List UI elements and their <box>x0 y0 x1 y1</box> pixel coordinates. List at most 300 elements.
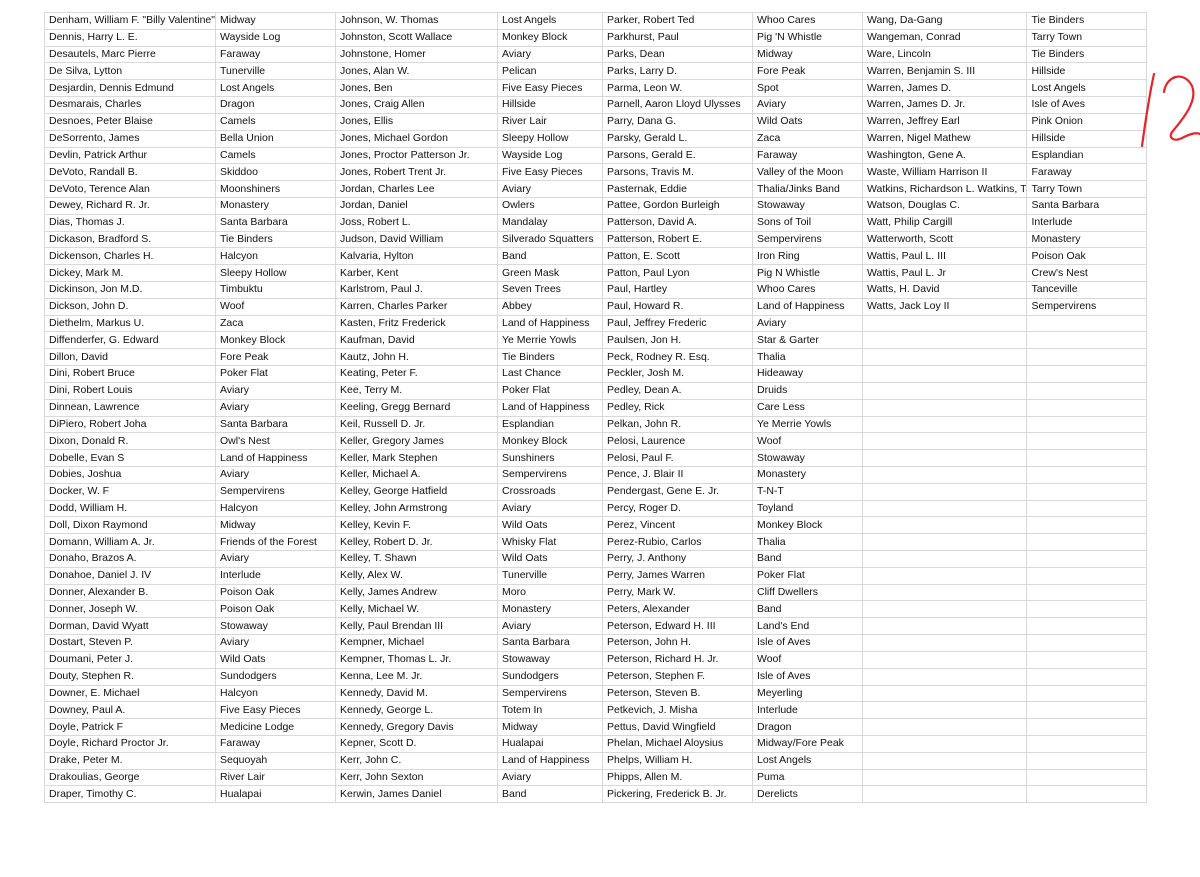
table-cell[interactable]: Fore Peak <box>215 349 335 366</box>
table-cell[interactable]: Land of Happiness <box>215 450 335 467</box>
table-cell[interactable]: Halcyon <box>215 685 335 702</box>
table-cell[interactable]: Doumani, Peter J. <box>45 651 216 668</box>
table-cell[interactable]: Moro <box>497 584 602 601</box>
table-cell[interactable]: Sons of Toil <box>752 214 862 231</box>
table-cell[interactable]: Dickenson, Charles H. <box>45 248 216 265</box>
table-cell[interactable]: Band <box>497 248 602 265</box>
table-cell[interactable]: Perry, James Warren <box>602 567 752 584</box>
table-cell[interactable]: Watson, Douglas C. <box>862 197 1027 214</box>
table-cell[interactable] <box>862 315 1027 332</box>
table-cell[interactable]: Dini, Robert Louis <box>45 382 216 399</box>
table-cell[interactable]: Pedley, Rick <box>602 399 752 416</box>
table-cell[interactable]: Tarry Town <box>1027 29 1147 46</box>
table-cell[interactable]: Crew's Nest <box>1027 265 1147 282</box>
table-cell[interactable]: Keller, Gregory James <box>335 433 497 450</box>
table-cell[interactable]: Warren, James D. Jr. <box>862 97 1027 114</box>
table-cell[interactable]: Keller, Michael A. <box>335 466 497 483</box>
table-cell[interactable]: Kerr, John Sexton <box>335 769 497 786</box>
table-cell[interactable]: Stowaway <box>215 618 335 635</box>
table-cell[interactable]: Monastery <box>1027 231 1147 248</box>
table-cell[interactable]: Interlude <box>752 702 862 719</box>
table-cell[interactable]: Sleepy Hollow <box>215 265 335 282</box>
table-cell[interactable]: Land of Happiness <box>497 752 602 769</box>
table-cell[interactable]: Wayside Log <box>497 147 602 164</box>
table-cell[interactable]: Downer, E. Michael <box>45 685 216 702</box>
table-cell[interactable]: Dillon, David <box>45 349 216 366</box>
table-cell[interactable] <box>862 735 1027 752</box>
table-cell[interactable]: Sempervirens <box>497 466 602 483</box>
table-cell[interactable]: Watterworth, Scott <box>862 231 1027 248</box>
table-cell[interactable]: Aviary <box>215 382 335 399</box>
table-cell[interactable]: Peterson, Richard H. Jr. <box>602 651 752 668</box>
table-cell[interactable]: Friends of the Forest <box>215 534 335 551</box>
table-cell[interactable]: Peterson, John H. <box>602 635 752 652</box>
table-cell[interactable]: Johnston, Scott Wallace <box>335 29 497 46</box>
table-cell[interactable] <box>862 382 1027 399</box>
table-cell[interactable] <box>862 450 1027 467</box>
table-cell[interactable] <box>862 786 1027 803</box>
table-cell[interactable]: Warren, Benjamin S. III <box>862 63 1027 80</box>
table-cell[interactable] <box>862 567 1027 584</box>
table-cell[interactable] <box>1027 735 1147 752</box>
table-cell[interactable]: Washington, Gene A. <box>862 147 1027 164</box>
table-cell[interactable]: Mandalay <box>497 214 602 231</box>
table-cell[interactable]: Timbuktu <box>215 282 335 299</box>
table-cell[interactable]: Pelkan, John R. <box>602 416 752 433</box>
table-cell[interactable] <box>1027 534 1147 551</box>
table-cell[interactable]: Midway <box>215 517 335 534</box>
table-cell[interactable] <box>1027 416 1147 433</box>
table-cell[interactable]: Land's End <box>752 618 862 635</box>
table-cell[interactable]: Five Easy Pieces <box>497 80 602 97</box>
table-cell[interactable] <box>862 668 1027 685</box>
table-cell[interactable]: Devlin, Patrick Arthur <box>45 147 216 164</box>
table-cell[interactable]: Aviary <box>752 97 862 114</box>
table-cell[interactable]: Aviary <box>215 399 335 416</box>
table-cell[interactable]: Isle of Aves <box>752 635 862 652</box>
table-cell[interactable]: Docker, W. F <box>45 483 216 500</box>
table-cell[interactable]: Jordan, Daniel <box>335 197 497 214</box>
table-cell[interactable]: Wattis, Paul L. III <box>862 248 1027 265</box>
table-cell[interactable]: Tie Binders <box>497 349 602 366</box>
table-cell[interactable]: Watt, Philip Cargill <box>862 214 1027 231</box>
table-cell[interactable]: Woof <box>752 651 862 668</box>
table-cell[interactable]: Parsons, Travis M. <box>602 164 752 181</box>
table-cell[interactable]: Dewey, Richard R. Jr. <box>45 197 216 214</box>
table-cell[interactable]: Watts, Jack Loy II <box>862 298 1027 315</box>
table-cell[interactable]: Iron Ring <box>752 248 862 265</box>
table-cell[interactable] <box>862 702 1027 719</box>
table-cell[interactable]: Parker, Robert Ted <box>602 13 752 30</box>
table-cell[interactable]: Seven Trees <box>497 282 602 299</box>
table-cell[interactable]: Dobelle, Evan S <box>45 450 216 467</box>
table-cell[interactable]: Doyle, Patrick F <box>45 719 216 736</box>
table-cell[interactable]: Poker Flat <box>215 366 335 383</box>
table-cell[interactable]: Faraway <box>215 735 335 752</box>
table-cell[interactable]: Parnell, Aaron Lloyd Ulysses <box>602 97 752 114</box>
table-cell[interactable]: Aviary <box>497 500 602 517</box>
table-cell[interactable] <box>862 366 1027 383</box>
table-cell[interactable]: Donahoe, Daniel J. IV <box>45 567 216 584</box>
table-cell[interactable]: Esplandian <box>497 416 602 433</box>
table-cell[interactable]: Faraway <box>752 147 862 164</box>
table-cell[interactable]: Medicine Lodge <box>215 719 335 736</box>
table-cell[interactable]: Jones, Michael Gordon <box>335 130 497 147</box>
table-cell[interactable]: Dickinson, Jon M.D. <box>45 282 216 299</box>
table-cell[interactable]: Poison Oak <box>215 584 335 601</box>
table-cell[interactable]: Green Mask <box>497 265 602 282</box>
table-cell[interactable] <box>862 551 1027 568</box>
table-cell[interactable] <box>862 517 1027 534</box>
table-cell[interactable]: Aviary <box>497 769 602 786</box>
table-cell[interactable]: Stowaway <box>497 651 602 668</box>
table-cell[interactable]: Dias, Thomas J. <box>45 214 216 231</box>
table-cell[interactable]: Draper, Timothy C. <box>45 786 216 803</box>
table-cell[interactable]: Aviary <box>215 635 335 652</box>
table-cell[interactable]: Aviary <box>215 551 335 568</box>
table-cell[interactable]: Hillside <box>1027 130 1147 147</box>
table-cell[interactable]: Santa Barbara <box>215 416 335 433</box>
table-cell[interactable]: Lost Angels <box>497 13 602 30</box>
table-cell[interactable] <box>1027 786 1147 803</box>
table-cell[interactable] <box>862 534 1027 551</box>
table-cell[interactable]: Drakoulias, George <box>45 769 216 786</box>
table-cell[interactable]: Star & Garter <box>752 332 862 349</box>
table-cell[interactable]: Tanceville <box>1027 282 1147 299</box>
table-cell[interactable]: Pattee, Gordon Burleigh <box>602 197 752 214</box>
table-cell[interactable]: Whoo Cares <box>752 282 862 299</box>
table-cell[interactable]: Sunshiners <box>497 450 602 467</box>
table-cell[interactable]: Drake, Peter M. <box>45 752 216 769</box>
table-cell[interactable]: Hualapai <box>497 735 602 752</box>
table-cell[interactable]: Kennedy, George L. <box>335 702 497 719</box>
table-cell[interactable]: Pelican <box>497 63 602 80</box>
table-cell[interactable]: Aviary <box>497 618 602 635</box>
table-cell[interactable]: Petkevich, J. Misha <box>602 702 752 719</box>
table-cell[interactable]: Dennis, Harry L. E. <box>45 29 216 46</box>
table-cell[interactable]: Judson, David William <box>335 231 497 248</box>
table-cell[interactable] <box>1027 466 1147 483</box>
table-cell[interactable]: Moonshiners <box>215 181 335 198</box>
table-cell[interactable]: Parks, Larry D. <box>602 63 752 80</box>
table-cell[interactable]: Sundodgers <box>497 668 602 685</box>
table-cell[interactable]: Kelley, T. Shawn <box>335 551 497 568</box>
table-cell[interactable]: Santa Barbara <box>1027 197 1147 214</box>
table-cell[interactable]: Tie Binders <box>1027 13 1147 30</box>
table-cell[interactable]: Kepner, Scott D. <box>335 735 497 752</box>
table-cell[interactable]: Wayside Log <box>215 29 335 46</box>
table-cell[interactable]: Dobies, Joshua <box>45 466 216 483</box>
table-cell[interactable]: Peterson, Stephen F. <box>602 668 752 685</box>
table-cell[interactable]: Halcyon <box>215 500 335 517</box>
table-cell[interactable]: Land of Happiness <box>752 298 862 315</box>
table-cell[interactable]: Kelly, Paul Brendan III <box>335 618 497 635</box>
table-cell[interactable]: Wild Oats <box>497 551 602 568</box>
table-cell[interactable] <box>862 618 1027 635</box>
table-cell[interactable]: Tunerville <box>215 63 335 80</box>
table-cell[interactable] <box>862 466 1027 483</box>
table-cell[interactable]: Owl's Nest <box>215 433 335 450</box>
table-cell[interactable]: Santa Barbara <box>497 635 602 652</box>
table-cell[interactable]: Donner, Joseph W. <box>45 601 216 618</box>
table-cell[interactable] <box>1027 584 1147 601</box>
table-cell[interactable] <box>1027 601 1147 618</box>
table-cell[interactable] <box>862 719 1027 736</box>
table-cell[interactable]: Jones, Proctor Patterson Jr. <box>335 147 497 164</box>
table-cell[interactable]: Crossroads <box>497 483 602 500</box>
table-cell[interactable]: Kelly, Alex W. <box>335 567 497 584</box>
table-cell[interactable]: Ye Merrie Yowls <box>497 332 602 349</box>
table-cell[interactable]: DeVoto, Randall B. <box>45 164 216 181</box>
table-cell[interactable]: Dixon, Donald R. <box>45 433 216 450</box>
table-cell[interactable]: Monastery <box>497 601 602 618</box>
table-cell[interactable]: Thalia <box>752 534 862 551</box>
table-cell[interactable]: Wangeman, Conrad <box>862 29 1027 46</box>
table-cell[interactable]: Paul, Jeffrey Frederic <box>602 315 752 332</box>
table-cell[interactable]: Pelosi, Paul F. <box>602 450 752 467</box>
table-cell[interactable] <box>1027 719 1147 736</box>
table-cell[interactable]: Johnson, W. Thomas <box>335 13 497 30</box>
table-cell[interactable]: Paulsen, Jon H. <box>602 332 752 349</box>
table-cell[interactable]: Phelan, Michael Aloysius <box>602 735 752 752</box>
table-cell[interactable]: Monastery <box>215 197 335 214</box>
table-cell[interactable]: Patterson, Robert E. <box>602 231 752 248</box>
table-cell[interactable]: Sequoyah <box>215 752 335 769</box>
table-cell[interactable]: Sempervirens <box>215 483 335 500</box>
table-cell[interactable]: Warren, Nigel Mathew <box>862 130 1027 147</box>
table-cell[interactable]: Isle of Aves <box>1027 97 1147 114</box>
table-cell[interactable]: Waste, William Harrison II <box>862 164 1027 181</box>
table-cell[interactable]: Pig N Whistle <box>752 265 862 282</box>
table-cell[interactable] <box>1027 450 1147 467</box>
table-cell[interactable]: De Silva, Lytton <box>45 63 216 80</box>
table-cell[interactable]: Parkhurst, Paul <box>602 29 752 46</box>
table-cell[interactable] <box>1027 651 1147 668</box>
table-cell[interactable]: Karren, Charles Parker <box>335 298 497 315</box>
table-cell[interactable]: Paul, Howard R. <box>602 298 752 315</box>
table-cell[interactable]: Toyland <box>752 500 862 517</box>
table-cell[interactable]: Totem In <box>497 702 602 719</box>
table-cell[interactable]: Watts, H. David <box>862 282 1027 299</box>
table-cell[interactable]: Dragon <box>215 97 335 114</box>
table-cell[interactable]: Meyerling <box>752 685 862 702</box>
table-cell[interactable]: Dinnean, Lawrence <box>45 399 216 416</box>
table-cell[interactable]: Interlude <box>215 567 335 584</box>
table-cell[interactable]: Midway/Fore Peak <box>752 735 862 752</box>
table-cell[interactable]: Diethelm, Markus U. <box>45 315 216 332</box>
table-cell[interactable]: Jones, Alan W. <box>335 63 497 80</box>
table-cell[interactable]: Band <box>752 601 862 618</box>
table-cell[interactable]: Paul, Hartley <box>602 282 752 299</box>
table-cell[interactable]: Desmarais, Charles <box>45 97 216 114</box>
table-cell[interactable]: Poison Oak <box>215 601 335 618</box>
table-cell[interactable]: River Lair <box>497 113 602 130</box>
table-cell[interactable]: Whoo Cares <box>752 13 862 30</box>
table-cell[interactable] <box>1027 551 1147 568</box>
table-cell[interactable]: Kelly, Michael W. <box>335 601 497 618</box>
table-cell[interactable] <box>1027 483 1147 500</box>
table-cell[interactable]: Pedley, Dean A. <box>602 382 752 399</box>
table-cell[interactable]: Monkey Block <box>752 517 862 534</box>
table-cell[interactable]: Donaho, Brazos A. <box>45 551 216 568</box>
table-cell[interactable] <box>1027 635 1147 652</box>
table-cell[interactable]: Dodd, William H. <box>45 500 216 517</box>
table-cell[interactable]: Santa Barbara <box>215 214 335 231</box>
table-cell[interactable]: Pasternak, Eddie <box>602 181 752 198</box>
table-cell[interactable]: Kennedy, David M. <box>335 685 497 702</box>
table-cell[interactable] <box>1027 702 1147 719</box>
table-cell[interactable]: Tie Binders <box>1027 46 1147 63</box>
table-cell[interactable]: Patton, Paul Lyon <box>602 265 752 282</box>
table-cell[interactable]: Last Chance <box>497 366 602 383</box>
table-cell[interactable]: T-N-T <box>752 483 862 500</box>
table-cell[interactable]: River Lair <box>215 769 335 786</box>
table-cell[interactable]: Jones, Ben <box>335 80 497 97</box>
table-cell[interactable]: Aviary <box>752 315 862 332</box>
table-cell[interactable]: Doll, Dixon Raymond <box>45 517 216 534</box>
table-cell[interactable]: Sempervirens <box>1027 298 1147 315</box>
table-cell[interactable]: Parry, Dana G. <box>602 113 752 130</box>
table-cell[interactable]: Kenna, Lee M. Jr. <box>335 668 497 685</box>
table-cell[interactable]: Wild Oats <box>215 651 335 668</box>
table-cell[interactable]: Watkins, Richardson L. Watkins, T <box>862 181 1027 198</box>
table-cell[interactable]: DeVoto, Terence Alan <box>45 181 216 198</box>
table-cell[interactable]: Keller, Mark Stephen <box>335 450 497 467</box>
table-cell[interactable]: Hillside <box>497 97 602 114</box>
table-cell[interactable]: Cliff Dwellers <box>752 584 862 601</box>
table-cell[interactable]: Pendergast, Gene E. Jr. <box>602 483 752 500</box>
table-cell[interactable]: Hillside <box>1027 63 1147 80</box>
table-cell[interactable]: Midway <box>752 46 862 63</box>
table-cell[interactable]: Kempner, Thomas L. Jr. <box>335 651 497 668</box>
table-cell[interactable]: Band <box>497 786 602 803</box>
table-cell[interactable]: Abbey <box>497 298 602 315</box>
table-cell[interactable]: Pence, J. Blair II <box>602 466 752 483</box>
table-cell[interactable]: Karlstrom, Paul J. <box>335 282 497 299</box>
table-cell[interactable]: Phelps, William H. <box>602 752 752 769</box>
table-cell[interactable]: Johnstone, Homer <box>335 46 497 63</box>
table-cell[interactable]: Desautels, Marc Pierre <box>45 46 216 63</box>
table-cell[interactable]: Kelley, George Hatfield <box>335 483 497 500</box>
table-cell[interactable]: Desnoes, Peter Blaise <box>45 113 216 130</box>
table-cell[interactable]: Care Less <box>752 399 862 416</box>
table-cell[interactable]: Monastery <box>752 466 862 483</box>
table-cell[interactable]: Midway <box>215 13 335 30</box>
table-cell[interactable]: Esplandian <box>1027 147 1147 164</box>
table-cell[interactable]: Kalvaria, Hylton <box>335 248 497 265</box>
table-cell[interactable]: Faraway <box>1027 164 1147 181</box>
table-cell[interactable] <box>1027 668 1147 685</box>
table-cell[interactable]: Faraway <box>215 46 335 63</box>
table-cell[interactable]: Dickey, Mark M. <box>45 265 216 282</box>
table-cell[interactable]: Perez, Vincent <box>602 517 752 534</box>
table-cell[interactable]: Dickson, John D. <box>45 298 216 315</box>
table-cell[interactable]: Kennedy, Gregory Davis <box>335 719 497 736</box>
table-cell[interactable]: Sempervirens <box>497 685 602 702</box>
table-cell[interactable]: Tarry Town <box>1027 181 1147 198</box>
table-cell[interactable] <box>1027 382 1147 399</box>
table-cell[interactable]: Five Easy Pieces <box>497 164 602 181</box>
table-cell[interactable]: Kasten, Fritz Frederick <box>335 315 497 332</box>
table-cell[interactable]: Aviary <box>497 181 602 198</box>
table-cell[interactable] <box>1027 399 1147 416</box>
table-cell[interactable]: Valley of the Moon <box>752 164 862 181</box>
table-cell[interactable]: Silverado Squatters <box>497 231 602 248</box>
table-cell[interactable]: Peterson, Edward H. III <box>602 618 752 635</box>
table-cell[interactable] <box>862 433 1027 450</box>
table-cell[interactable]: Zaca <box>215 315 335 332</box>
table-cell[interactable]: Camels <box>215 147 335 164</box>
table-cell[interactable]: Druids <box>752 382 862 399</box>
table-cell[interactable]: Kempner, Michael <box>335 635 497 652</box>
table-cell[interactable] <box>1027 349 1147 366</box>
table-cell[interactable]: Stowaway <box>752 450 862 467</box>
table-cell[interactable]: Wild Oats <box>752 113 862 130</box>
table-cell[interactable]: Lost Angels <box>1027 80 1147 97</box>
table-cell[interactable]: Desjardin, Dennis Edmund <box>45 80 216 97</box>
table-cell[interactable]: DiPiero, Robert Joha <box>45 416 216 433</box>
table-cell[interactable]: Parks, Dean <box>602 46 752 63</box>
table-cell[interactable]: Poker Flat <box>497 382 602 399</box>
table-cell[interactable] <box>862 635 1027 652</box>
table-cell[interactable]: Donner, Alexander B. <box>45 584 216 601</box>
table-cell[interactable]: Kaufman, David <box>335 332 497 349</box>
table-cell[interactable]: Dini, Robert Bruce <box>45 366 216 383</box>
table-cell[interactable]: Sempervirens <box>752 231 862 248</box>
table-cell[interactable] <box>1027 752 1147 769</box>
table-cell[interactable]: Patton, E. Scott <box>602 248 752 265</box>
table-cell[interactable]: Kelley, John Armstrong <box>335 500 497 517</box>
table-cell[interactable]: Ye Merrie Yowls <box>752 416 862 433</box>
table-cell[interactable]: Fore Peak <box>752 63 862 80</box>
table-cell[interactable]: Warren, Jeffrey Earl <box>862 113 1027 130</box>
table-cell[interactable]: Kerwin, James Daniel <box>335 786 497 803</box>
table-cell[interactable]: Kelly, James Andrew <box>335 584 497 601</box>
table-cell[interactable]: Diffenderfer, G. Edward <box>45 332 216 349</box>
table-cell[interactable] <box>1027 769 1147 786</box>
table-cell[interactable]: Douty, Stephen R. <box>45 668 216 685</box>
table-cell[interactable]: Hualapai <box>215 786 335 803</box>
table-cell[interactable]: Dragon <box>752 719 862 736</box>
table-cell[interactable]: Land of Happiness <box>497 399 602 416</box>
table-cell[interactable] <box>862 651 1027 668</box>
table-cell[interactable] <box>862 769 1027 786</box>
table-cell[interactable]: Downey, Paul A. <box>45 702 216 719</box>
table-cell[interactable]: Parsky, Gerald L. <box>602 130 752 147</box>
table-cell[interactable] <box>1027 567 1147 584</box>
table-cell[interactable] <box>1027 500 1147 517</box>
table-cell[interactable]: Band <box>752 551 862 568</box>
table-cell[interactable]: Land of Happiness <box>497 315 602 332</box>
table-cell[interactable]: Peckler, Josh M. <box>602 366 752 383</box>
table-cell[interactable] <box>862 349 1027 366</box>
table-cell[interactable]: Patterson, David A. <box>602 214 752 231</box>
table-cell[interactable] <box>1027 366 1147 383</box>
table-cell[interactable]: Derelicts <box>752 786 862 803</box>
table-cell[interactable]: Owlers <box>497 197 602 214</box>
table-cell[interactable]: Thalia/Jinks Band <box>752 181 862 198</box>
table-cell[interactable]: Peterson, Steven B. <box>602 685 752 702</box>
table-cell[interactable] <box>862 416 1027 433</box>
table-cell[interactable]: Pelosi, Laurence <box>602 433 752 450</box>
table-cell[interactable]: Pink Onion <box>1027 113 1147 130</box>
table-cell[interactable]: Phipps, Allen M. <box>602 769 752 786</box>
table-cell[interactable]: Puma <box>752 769 862 786</box>
table-cell[interactable] <box>862 399 1027 416</box>
table-cell[interactable]: Aviary <box>215 466 335 483</box>
table-cell[interactable]: Tunerville <box>497 567 602 584</box>
table-cell[interactable]: Tie Binders <box>215 231 335 248</box>
